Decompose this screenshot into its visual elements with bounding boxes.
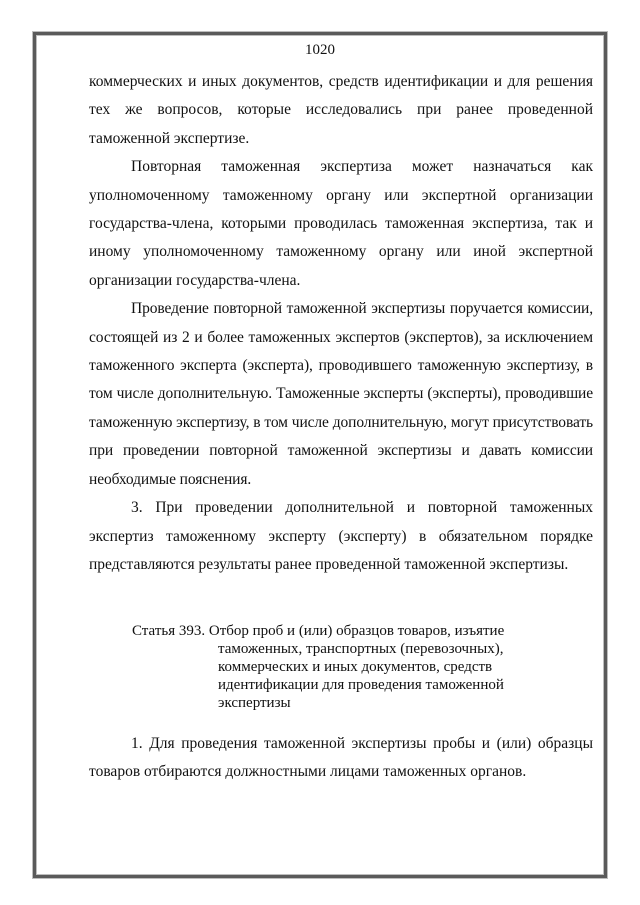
document-page xyxy=(33,32,607,878)
article-body xyxy=(89,730,593,787)
document-body xyxy=(89,68,593,579)
paragraph-point-3: 3. При проведении дополнительной и повторной таможенных экспертиз таможенному эксперту (эксперту) в обязательном порядке представляются результаты ранее проведенной таможенной экспертизы. xyxy=(89,499,593,573)
paragraph-commission: Проведение повторной таможенной экспертизы поручается комиссии, состоящей из 2 и более таможенных экспертов (экспертов), за исключением таможенного эксперта (эксперта), проводившего таможенную экспертизу, в том числе дополнительную. Таможенные эксперты (эксперты), проводившие таможенную экспертизу, в том числе дополнительную, могут присутствовать при проведении повторной таможенной экспертизы и давать комиссии необходимые пояснения. xyxy=(89,300,593,488)
page-number: 1020 xyxy=(305,42,335,58)
paragraph-article-393-point-1: 1. Для проведения таможенной экспертизы пробы и (или) образцы товаров отбираются должностными лицами таможенных органов. xyxy=(89,735,593,781)
article-heading-text: Статья 393. Отбор проб и (или) образцов товаров, изъятие таможенных, транспортных (перевозочных), коммерческих и иных документов, средств идентификации для проведения таможенной экспертизы xyxy=(132,623,505,711)
article-heading xyxy=(132,622,552,712)
paragraph-repeat-assignment: Повторная таможенная экспертиза может назначаться как уполномоченному таможенному органу или экспертной организации государства-члена, которыми проводилась таможенная экспертиза, так и иному уполномоченному таможенному органу или иной экспертной организации государства-члена. xyxy=(89,158,593,289)
paragraph-continuation: коммерческих и иных документов, средств идентификации и для решения тех же вопросов, которые исследовались при ранее проведенной таможенной экспертизе. xyxy=(89,73,593,147)
